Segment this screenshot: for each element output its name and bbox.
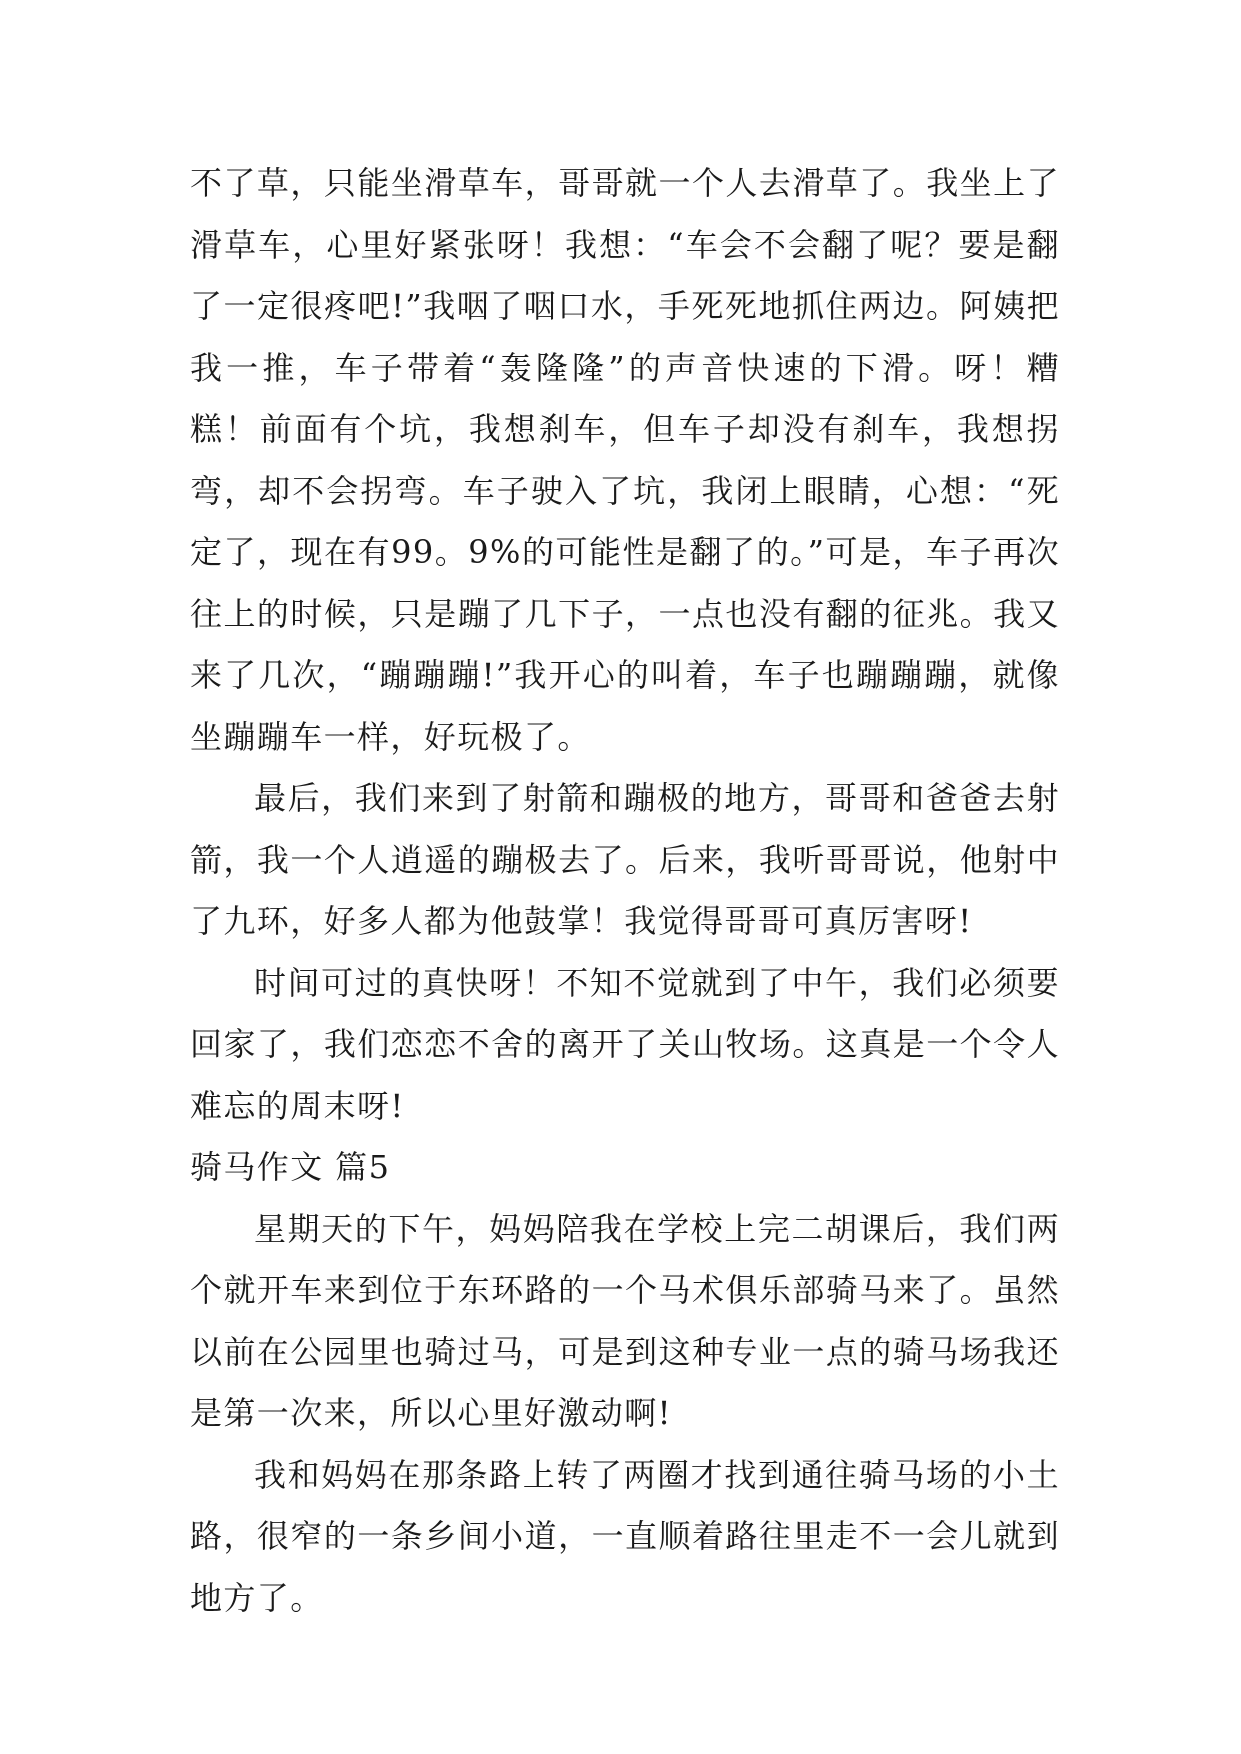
- paragraph-grass-sled: 不了草，只能坐滑草车，哥哥就一个人去滑草了。我坐上了滑草车，心里好紧张呀！我想：“车会不会翻了呢？要是翻了一定很疼吧!”我咽了咽口水，手死死地抓住两边。阿姨把我一推，车子带着“轰隆隆”的声音快速的下滑。呀！糟糕！前面有个坑，我想刹车，但车子却没有刹车，我想拐弯，却不会拐弯。车子驶入了坑，我闭上眼睛，心想：“死定了，现在有99。9%的可能性是翻了的。”可是，车子再次往上的时候，只是蹦了几下子，一点也没有翻的征兆。我又来了几次，“蹦蹦蹦!”我开心的叫着，车子也蹦蹦蹦，就像坐蹦蹦车一样，好玩极了。: [190, 164, 1060, 756]
- document-body: [190, 153, 1060, 1629]
- paragraph-finding-way: 我和妈妈在那条路上转了两圈才找到通往骑马场的小土路，很窄的一条乡间小道，一直顺着路往里走不一会儿就到地方了。: [190, 1455, 1060, 1617]
- paragraph-archery-bungee: 最后，我们来到了射箭和蹦极的地方，哥哥和爸爸去射箭，我一个人逍遥的蹦极去了。后来，我听哥哥说，他射中了九环，好多人都为他鼓掌！我觉得哥哥可真厉害呀!: [190, 779, 1060, 940]
- section-heading: 骑马作文 篇5: [190, 1148, 391, 1186]
- paragraph-going-home: 时间可过的真快呀！不知不觉就到了中午，我们必须要回家了，我们恋恋不舍的离开了关山牧场。这真是一个令人难忘的周末呀!: [190, 963, 1060, 1125]
- paragraph-riding-intro: 星期天的下午，妈妈陪我在学校上完二胡课后，我们两个就开车来到位于东环路的一个马术俱乐部骑马来了。虽然以前在公园里也骑过马，可是到这种专业一点的骑马场我还是第一次来，所以心里好激动啊!: [190, 1209, 1060, 1432]
